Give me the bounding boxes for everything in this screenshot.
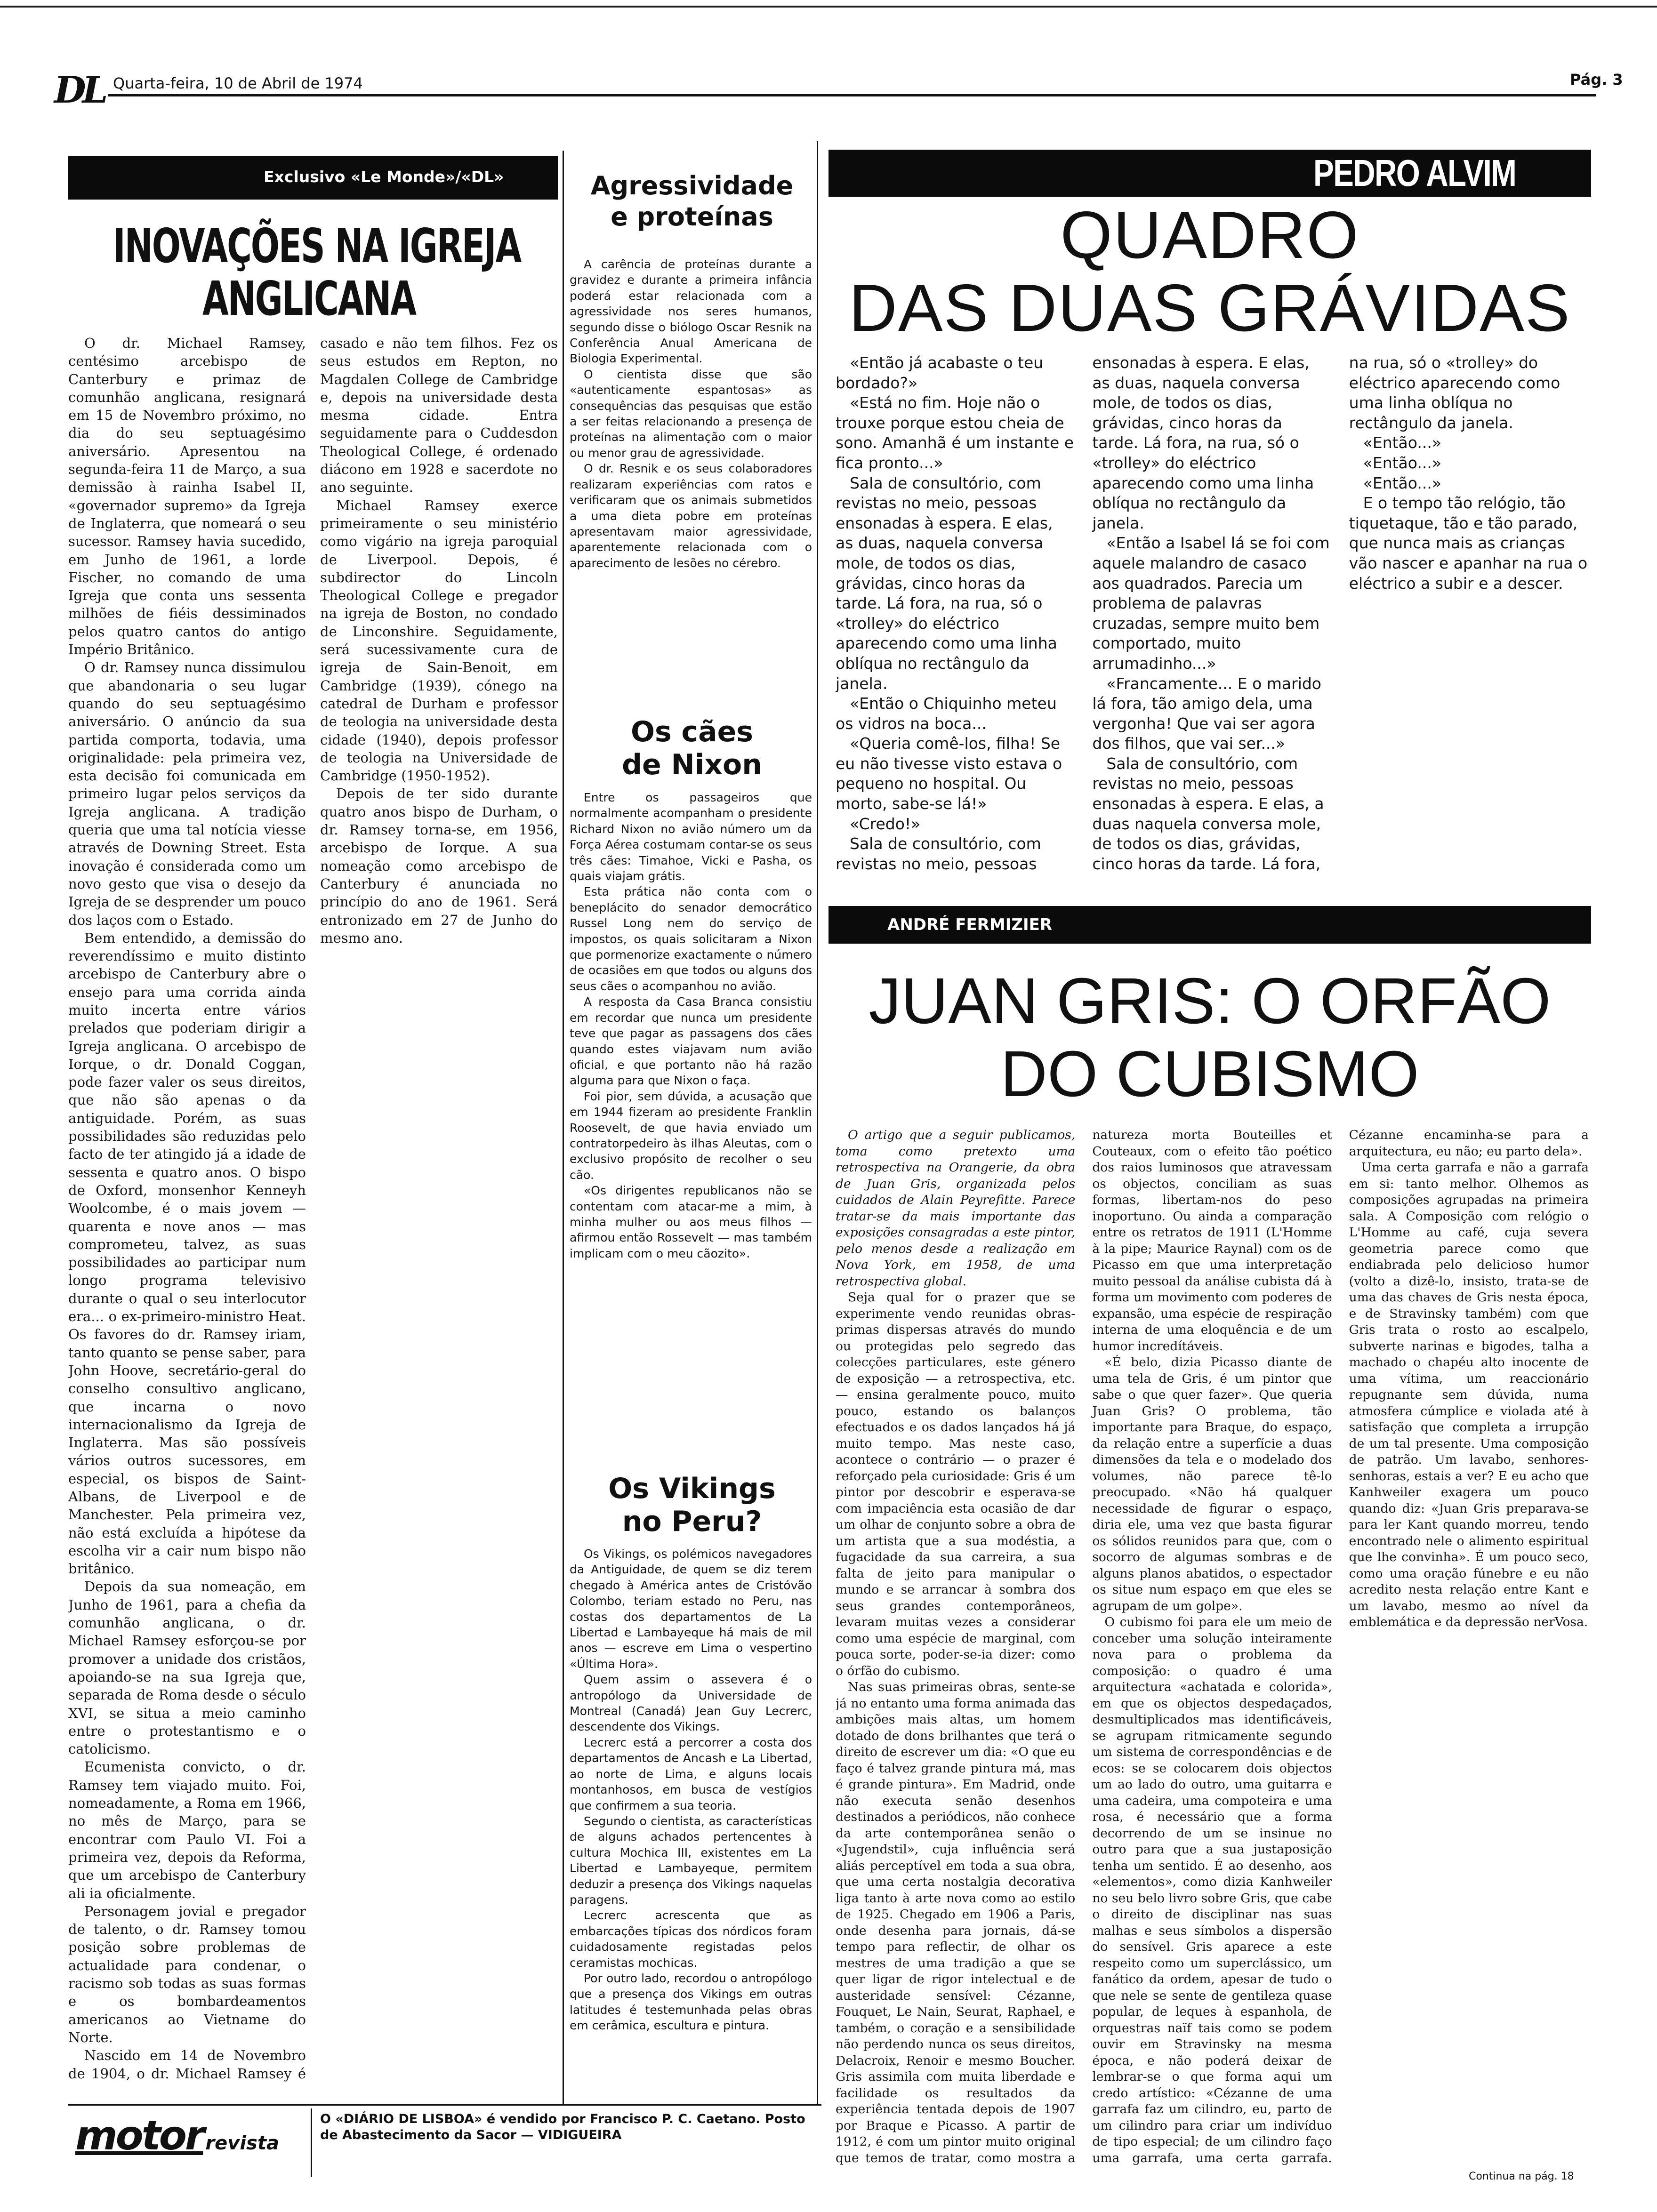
author-name: ANDRÉ FERMIZIER — [887, 915, 1053, 934]
ad-divider — [311, 2108, 312, 2177]
brief-body — [570, 790, 812, 1458]
paragraph: O dr. Ramsey nunca dissimulou que abandonaria o seu lugar quando do seu septuagésimo aniversário. O anúncio da sua partida comporta, todavia, uma originalidade: pela primeira vez, esta decisão foi comunicada em primeiro lugar pelos serviços da Igreja anglicana. A tradição queria que uma tal notícia viesse através de Downing Street. Esta inovação é considerada como um novo gesto que visa o desejo da Igreja de se desprender um pouco dos laços com o Estado. — [68, 659, 306, 928]
continued-link[interactable]: Continua na pág. 18 — [1469, 2171, 1574, 2182]
paragraph: «Então o Chiquinho meteu os vidros na boca... — [836, 694, 1057, 733]
logo-main: motor — [75, 2112, 203, 2159]
brief-body — [570, 1546, 812, 2101]
newspaper-logo: DL — [54, 69, 105, 112]
paragraph: Sala de consultório, com revistas no meio, pessoas ensonadas à espera. E elas, as duas, naquela conversa mole, de todos os dias, grávidas, cinco horas da tarde. Lá fora, na rua, só o «trolley» do eléctrico aparecendo como uma linha oblíqua no rectângulo da janela. — [836, 473, 1057, 693]
motor-revista-logo — [75, 2112, 320, 2169]
anglicana-title-line1: INOVAÇÕES NA IGREJA — [113, 218, 521, 273]
brief-body — [570, 256, 812, 697]
brief-title-line: e proteínas — [611, 202, 773, 232]
paragraph: «Os dirigentes republicanos não se contentam com atacar-me a mim, à minha mulher ou aos meus filhos — afirmou então Rossevelt — mas também implicam com o meu cãozito». — [570, 1184, 812, 1260]
paragraph: Lecrerc está a percorrer a costa dos departamentos de Ancash e La Libertad, ao norte de Lima, e alguns locais montanhosos, em busca de vestígios que confirmem a sua teoria. — [570, 1735, 812, 1812]
paragraph: Por outro lado, recordou o antropólogo que a presença dos Vikings em outras latitudes é testemunhada pelas obras em cerâmica, escultura e pintura. — [570, 1971, 812, 2033]
brief-title — [570, 715, 814, 781]
paragraph: «Então...» — [1363, 473, 1442, 492]
paragraph: «Francamente... E o marido lá fora, tão amigo dela, uma vergonha! Que vai ser agora dos filhos, que vai ser...» — [1092, 674, 1321, 753]
brief-title-line: Agressividade — [590, 171, 794, 200]
paragraph: Ecumenista convicto, o dr. Ramsey tem viajado muito. Foi, nomeadamente, a Roma em 1966, no mês de Março, para se encontrar com Paulo VI. Foi a primeira vez, depois da Reforma, que um arcebispo de Canterbury ali ia oficialmente. — [68, 1759, 306, 1901]
gris-title-line2: DO CUBISMO — [1000, 1038, 1419, 1110]
paragraph: Quem assim o assevera é o antropólogo da Universidade de Montreal (Canadá) Jean Guy Lecrerc, descendente dos Vikings. — [570, 1673, 812, 1734]
paragraph: «Então...» — [1363, 453, 1442, 472]
paragraph: Lecrerc acrescenta que as embarcações típicas dos nórdicos foram cuidadosamente registadas pelos ceramistas mochicas. — [570, 1908, 812, 1970]
paragraph: Foi pior, sem dúvida, a acusação que em 1944 fizeram ao presidente Franklin Roosevelt, de que havia enviado um contratorpedeiro às ilhas Aleutas, com o exclusivo propósito de recolher o seu cão. — [570, 1089, 812, 1182]
column-rule — [563, 151, 564, 2104]
paragraph: Michael Ramsey exerce primeiramente o seu ministério como vigário na igreja paroquial de Liverpool. Depois, é subdirector do Lincoln Theological College e pregador na igreja de Boston, no condado de Linconshire. Seguidamente, será sucessivamente cura de igreja de Sain-Benoit, em Cambridge (1939), cónego na catedral de Durham e professor de teologia na universidade desta cidade (1940), depois professor de teologia na Universidade de Cambridge (1950-1952). — [320, 497, 558, 784]
paragraph: Nas suas primeiras obras, sente-se já no entanto uma forma animada das ambições mais altas, um homem dotado de dons brilhantes que terá o direito de escrever um dia: «O que eu faço é talvez grande pintura má, mas é grande pintura». Em Madrid, onde não executa senão desenhos destinados a periódicos, não conhece da arte contemporânea senão o «Jugendstil», cuja influência será aliás perceptível em toda a sua obra, que uma certa nostalgia decorativa liga tanto à arte nova como ao estilo de 1925. Chegado em 1906 a Paris, onde desenha para jornais, dá-se tempo para reflectir, de olhar os mestres de uma tradição a que se quer ligar de rigor intelectual e de austeridade sensível: Cézanne, Fouquet, Le Nain, Seurat, Raphael, e também, o coração e a sensibilidade não perdendo nunca os seus direitos, Delacroix, Renoir e mesmo Boucher. Gris assimila com muita liberdade e facilidade os resultados da experiência tentada depois de 1907 por Braque e Picasso. A partir de 1912, é com um pintor muito original que temos de tratar, como mostra a natureza morta Bouteilles et Couteaux, com o efeito tão poético dos raios luminosos que atravessam os objectos, conciliam as suas formas, libertam-nos do peso inoportuno. Ou ainda a comparação entre os retratos de 1911 (L'Homme à la pipe; Maurice Raynal) com os de Picasso em que uma interpretação muito pessoal da análise cubista dá à forma um movimento com poderes de expansão, uma espécie de respiração interna de uma eloquência e de um humor incredítáveis. — [836, 1128, 1332, 2165]
paragraph: E o tempo tão relógio, tão tiquetaque, tão e tão parado, que nunca mais as crianças vão nascer e apanhar na rua o eléctrico a subir e a descer. — [1349, 494, 1588, 593]
column-rule — [817, 141, 818, 2104]
brief-title-line: Os Vikings — [608, 1472, 776, 1505]
brief-title — [570, 1472, 814, 1538]
author-name: PEDRO ALVIM — [1313, 152, 1516, 194]
paragraph: Nascido em 14 de Novembro de 1904, o dr. Michael Ramsey é casado e não tem filhos. Fez os seus estudos em Repton, no Magdalen College de Cambridge e, depois na universidade desta mesma cidade. Entra seguidamente para o Cuddesdon Theological College, é ordenado diácono em 1928 e sacerdote no ano seguinte. — [68, 335, 558, 2082]
kicker-text: Exclusivo «Le Monde»/«DL» — [264, 168, 504, 186]
paragraph: «Então a Isabel lá se foi com aquele malandro de casaco aos quadrados. Parecia um problema de palavras cruzadas, sempre muito bem comportado, muito arrumadinho...» — [1092, 534, 1330, 673]
paragraph: «Está no fim. Hoje não o trouxe porque estou cheia de sono. Amanhã é um instante e fica pronto...» — [836, 393, 1074, 472]
paragraph: «Então já acabaste o teu bordado?» — [836, 353, 1044, 392]
paragraph: Sala de consultório, com revistas no meio, pessoas ensonadas à espera. E elas, a duas naquela conversa mole, de todos os dias, grávidas, cinco horas da tarde. Lá fora, na rua, só o «trolley» do eléctrico aparecendo como uma linha oblíqua no rectângulo da janela. — [1092, 353, 1560, 873]
paragraph: A carência de proteínas durante a gravidez e durante a primeira infância poderá estar relacionada com a agressividade nos seres humanos, segundo disse o biólogo Oscar Resnik na Conferência Anual Americana de Biologia Experimental. — [570, 257, 812, 366]
quadro-title-line1: QUADRO — [1060, 198, 1359, 272]
paragraph: Personagem jovial e pregador de talento, o dr. Ramsey tomou posição sobre problemas de actualidade para condenar, o racismo sob todas as suas formas e os bombardeamentos americanos ao Vietname do Norte. — [68, 1903, 306, 2045]
page-number: Pág. 3 — [1570, 71, 1623, 88]
masthead-date: Quarta-feira, 10 de Abril de 1974 — [113, 74, 363, 92]
ad-rule — [68, 2104, 821, 2106]
paragraph: «Queria comê-los, filha! Se eu não tivesse visto estava o pequeno no hospital. Ou morto, sabe-se lá!» — [836, 734, 1062, 813]
paragraph: Seja qual for o prazer que se experimente vendo reunidas obras-primas dispersas através do mundo ou protegidas pelo segredo das colecções particulares, este género de exposição — a retrospectiva, etc. — ensina geralmente pouco, muito pouco, estando os balanços efectuados e os dados lançados há já muito tempo. Mas neste caso, acontece o contrário — o prazer é reforçado pela curiosidade: Gris é um pintor por descobrir e esperava-se com impaciência esta ocasião de dar um olhar de conjunto sobre a obra de um artista que a sua modéstia, a fugacidade da sua carreira, a sua falta de jeito para manipular o mundo e se arrancar à sombra dos seus grandes contemporâneos, levaram muitas vezes a considerar como uma espécie de marginal, com pouca sorte, poder-se-ia dizer: como o órfão do cubismo. — [836, 1290, 1076, 1678]
sales-notice: O «DIÁRIO DE LISBOA» é vendido por Francisco P. C. Caetano. Posto de Abastecimento da Sacor — VIDIGUEIRA — [320, 2112, 805, 2142]
top-rule — [0, 6, 1657, 8]
quadro-body — [836, 353, 1589, 890]
brief-title-line: de Nixon — [622, 748, 762, 781]
brief-title-line: no Peru? — [622, 1505, 762, 1538]
paragraph: Os Vikings, os polémicos navegadores da Antiguidade, de quem se diz terem chegado à América antes de Cristóvão Colombo, teriam estado no Peru, nas costas dos departamentos de La Libertad e Lambayeque há mais de mil anos — escreve em Lima o vespertino «Última Hora». — [570, 1547, 812, 1671]
anglicana-body — [68, 334, 558, 2094]
anglicana-title-line2: ANGLICANA — [202, 271, 416, 326]
brief-title-line: Os cães — [630, 715, 754, 748]
paragraph: Depois de ter sido durante quatro anos bispo de Durham, o dr. Ramsey torna-se, em 1956, arcebispo de Iorque. A sua nomeação como arcebispo de Canterbury é anunciada no princípio do ano de 1961. Será entronizado em 27 de Junho do mesmo ano. — [320, 785, 558, 946]
quadro-title-line2: DAS DUAS GRÁVIDAS — [849, 271, 1571, 345]
paragraph: A resposta da Casa Branca consistiu em recordar que nunca um presidente teve que pagar as passagens dos cães quando estes viajavam num avião oficial, e que portanto não há razão alguma para que Nixon o faça. — [570, 995, 812, 1088]
paragraph: Uma certa garrafa e não a garrafa em si: tanto melhor. Olhemos as composições agrupadas na primeira sala. A Composição com relógio o L'Homme au café, cuja severa geometria parece como que endiabrada pelo delicioso humor (volto a dizê-lo, insisto, trata-se de uma das chaves de Gris nesta época, e de Stravinsky também) com que Gris trata o rosto ao escalpelo, subverte narinas e bigodes, talha a machado o chapéu alto inocente de uma vítima, um reaccionário repugnante sem dúvida, numa atmosfera cúmplice e violada até à satisfação que completa a irrupção de um tal presente. Uma composição de patrão. Um lavabo, senhores-senhoras, estais a ver? E eu acho que Kanhweiler exagera um pouco quando diz: «Juan Gris preparava-se para ler Kant quando morreu, tendo encontrado nele o alimento espiritual que lhe convinha». É um pouco seco, como uma oração fúnebre e eu não acredito nesta relação entre Kant e um lavabo, mesmo ao nível da emblemática e da depressão nerVosa. — [1349, 1160, 1589, 1629]
gris-title-line1: JUAN GRIS: O ORFÃO — [869, 965, 1551, 1037]
paragraph: O cubismo foi para ele um meio de conceber uma solução inteiramente nova para o problema da composição: o quadro é uma arquitectura «achatada e colorida», em que os objectos despedaçados, desmultiplicados mas identificáveis, se agrupam ritmicamente segundo um sistema de correspondências e de ecos: se se colocarem dois objectos um ao lado do outro, uma guitarra e uma cadeira, uma compoteira e uma rosa, é necessário que a forma decorrendo de um se insinue no outro para que a sua justaposição tenha um sentido. É ao desenho, aos «elementos», como dizia Kanhweiler no seu belo livro sobre Gris, que cabe o direito de disciplinar nas suas malhas e seus símbolos a dispersão do sensível. Gris aparece a este respeito como um superclássico, um fanático da ordem, apesar de tudo o que nele se sente de gentileza quase popular, de leques à espanhola, de orquestras naïf tais como se podem ouvir em Stravinsky na mesma época, e não poderá deixar de lembrar-se o que forma aqui um credo artístico: «Cézanne de uma garrafa faz um cilindro, eu, parto de um cilindro para criar um indivíduo de tipo especial; de um cilindro faço uma garrafa, uma certa garrafa. Cézanne encaminha-se para a arquitectura, eu não; eu parto dela». — [1092, 1128, 1589, 2165]
paragraph: Depois da sua nomeação, em Junho de 1961, para a chefia da comunhão anglicana, o dr. Michael Ramsey esforçou-se por promover a unidade dos cristãos, apoiando-se na sua Igreja que, separada de Roma desde o século XVI, se situa a meio caminho entre o protestantismo e o catolicismo. — [68, 1579, 306, 1757]
paragraph: O dr. Resnik e os seus colaboradores realizaram experiências com ratos e verificaram que os animais submetidos a uma dieta pobre em proteínas apresentavam maior agressividade, aparentemente relacionada com o aparecimento de lesões no cérebro. — [570, 462, 812, 570]
brief-title — [570, 170, 814, 232]
paragraph: O cientista disse que são «autenticamente espantosas» as consequências das pesquisas que estão a ser feitas relacionando a presença de proteínas na alimentação com o maior ou menor grau de agressividade. — [570, 367, 812, 460]
logo-sub: revista — [205, 2132, 279, 2154]
intro-paragraph: O artigo que a seguir publicamos, toma como pretexto uma retrospectiva na Orangerie, da obra de Juan Gris, organizada pelos cuidados de Alain Peyrefitte. Parece tratar-se da mais importante das exposições consagradas a este pintor, pelo menos desde a realização em Nova York, em 1958, de uma retrospectiva global. — [836, 1128, 1076, 1289]
paragraph: «É belo, dizia Picasso diante de uma tela de Gris, é um pintor que sabe o que quer fazer». Que queria Juan Gris? O problema, tão importante para Braque, do espaço, da relação entre a superfície a duas dimensões da tela e o modelado dos volumes, não parece tê-lo preocupado. «Não há qualquer necessidade de figurar o espaço, diria ele, uma vez que basta figurar os sólidos reunidos para que, com o socorro de algumas sombras e de alguns planos abatidos, o espectador os situe num espaço em que eles se agrupam de um golpe». — [1092, 1355, 1332, 1613]
paragraph: Sala de consultório, com revistas no meio, pessoas ensonadas à espera. E elas, as duas, naquela conversa mole, de todos os dias, grávidas, cinco horas da tarde. Lá fora, na rua, só o «trolley» do eléctrico aparecendo como uma linha oblíqua no rectângulo da janela. — [836, 353, 1314, 873]
paragraph: Segundo o cientista, as características de alguns achados pertencentes à cultura Mochica III, existentes em La Libertad e Lambayeque, permitem deduzir a presença dos Vikings naquelas paragens. — [570, 1814, 812, 1907]
paragraph: «Credo!» — [850, 814, 921, 833]
paragraph: Entre os passageiros que normalmente acompanham o presidente Richard Nixon no avião número um da Força Aérea costumam contar-se os seus três cães: Timahoe, Vicki e Pasha, os quais viajam grátis. — [570, 791, 812, 883]
paragraph: «Então...» — [1363, 433, 1442, 452]
paragraph: Bem entendido, a demissão do reverendíssimo e muito distinto arcebispo de Canterbury abre o ensejo para uma corrida ainda muito incerta entre vários prelados que poderiam dirigir a Igreja anglicana. O arcebispo de Iorque, o dr. Donald Coggan, pode fazer valer os seus direitos, que não são apenas o da antiguidade. Porém, as suas possibilidades são reduzidas pelo facto de ter atingido já a idade de sessenta e quatro anos. O bispo de Oxford, monsenhor Kenneyh Woolcombe, é o mais jovem — quarenta e nove anos — mas comprometeu, talvez, as suas possibilidades ao participar num longo programa televisivo durante o qual o seu interlocutor era... o ex-primeiro-ministro Heat. Os favores do dr. Ramsey iriam, tanto quanto se pense saber, para John Hoove, secretário-geral do conselho consultivo anglicano, que incarna o novo internacionalismo da Igreja de Inglaterra. Mas são possíveis vários outros sucessores, em especial, os bispos de Saint-Albans, de Liverpool e de Manchester. Pela primeira vez, não está excluída a hipótese da escolha vir a cair num bispo não britânico. — [68, 930, 306, 1577]
paragraph: Esta prática não conta com o beneplácito do senador democrático Russel Long nem do serviço de impostos, os quais solicitaram a Nixon que pormenorize exactamente o número de ocasiões em que todos ou alguns dos seus cães o acompanhou no avião. — [570, 885, 812, 993]
gris-body — [836, 1127, 1589, 2167]
paragraph: O dr. Michael Ramsey, centésimo arcebispo de Canterbury e primaz de comunhão anglicana, resignará em 15 de Novembro próximo, no dia do seu septuagésimo aniversário. Apresentou na segunda-feira 11 de Março, a sua demissão à rainha Isabel II, «governador supremo» da Igreja de Inglaterra, que nomeará o seu sucessor. Ramsey havia sucedido, em Junho de 1961, a lorde Fischer, no comando de uma Igreja que conta uns sessenta milhões de fiéis dessiminados pelos quatro cantos do antigo Império Britânico. — [68, 335, 306, 658]
masthead-rule — [108, 94, 1596, 96]
